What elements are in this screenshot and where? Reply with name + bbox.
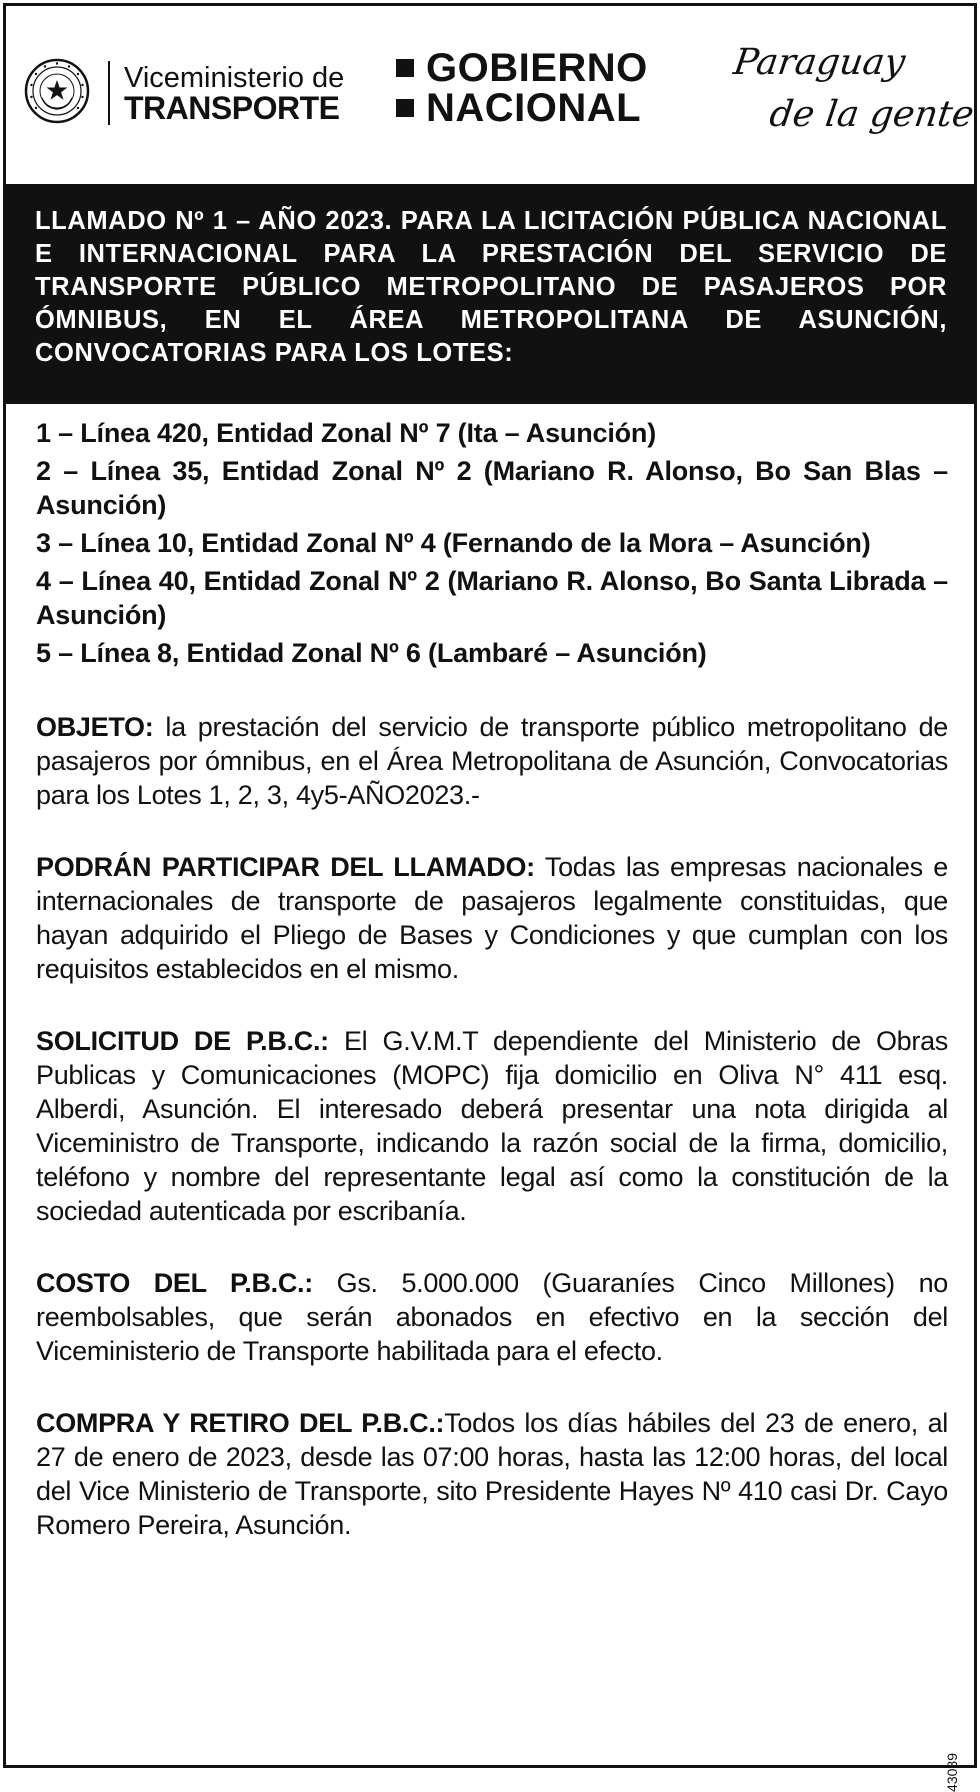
header-divider: [108, 61, 110, 125]
solicitud-text: El G.V.M.T dependiente del Ministerio de Obras Publicas y Comunicaciones (MOPC) fija domicilio en Oliva N° 411 esq. Alberdi, Asunción. El interesado deberá presentar una nota dirigida al Viceministro de Transporte, indicando la razón social de la firma, domicilio, teléfono y nombre del representante legal así como la constitución de la sociedad autenticada por escribanía.: [36, 1026, 948, 1226]
nacional-label: NACIONAL: [426, 86, 642, 130]
title-band: [6, 184, 974, 404]
costo-label: COSTO DEL P.B.C.:: [36, 1268, 313, 1298]
gobierno-row: [396, 48, 648, 88]
gobierno-label: GOBIERNO: [426, 46, 648, 90]
square-bullet-icon: [396, 99, 414, 117]
nacional-row: [396, 88, 641, 128]
lot-item: 3 – Línea 10, Entidad Zonal Nº 4 (Fernando de la Mora – Asunción): [36, 528, 871, 558]
participantes-text: Todas las empresas nacionales e internacionales de transporte de pasajeros legalmente constituidas, que hayan adquirido el Pliego de Bases y Condiciones y que cumplan con los requisitos establecidos en el mismo.: [36, 852, 948, 984]
lot-item: 1 – Línea 420, Entidad Zonal Nº 7 (Ita – Asunción): [36, 418, 656, 448]
square-bullet-icon: [396, 59, 414, 77]
notice-title: LLAMADO Nº 1 – AÑO 2023. PARA LA LICITACIÓN PÚBLICA NACIONAL E INTERNACIONAL PARA LA PRESTACIÓN DEL SERVICIO DE TRANSPORTE PÚBLICO METROPOLITANO DE PASAJEROS POR ÓMNIBUS, EN EL ÁREA METROPOLITANA DE ASUNCIÓN, CONVOCATORIAS PARA LOS LOTES:: [35, 207, 947, 367]
costo-section: [36, 1266, 948, 1368]
lot-item: 4 – Línea 40, Entidad Zonal Nº 2 (Mariano R. Alonso, Bo Santa Librada – Asunción): [36, 566, 948, 630]
objeto-text: la prestación del servicio de transporte público metropolitano de pasajeros por ómnibus, en el Área Metropolitana de Asunción, Convocatorias para los Lotes 1, 2, 3, 4y5-AÑO2023.-: [36, 712, 948, 810]
notice-body: [36, 416, 948, 1569]
compra-text: Todos los días hábiles del 23 de enero, al 27 de enero de 2023, desde las 07:00 horas, hasta las 12:00 horas, del local del Vice Ministerio de Transporte, sito Presidente Hayes Nº 410 casi Dr. Cayo Romero Pereira, Asunción.: [36, 1408, 948, 1540]
costo-text: Gs. 5.000.000 (Guaraníes Cinco Millones) no reembolsables, que serán abonados en efectivo en la sección del Viceministerio de Transporte habilitada para el efecto.: [36, 1268, 948, 1366]
viceministerio-label: Viceministerio de: [124, 62, 345, 94]
participantes-section: [36, 850, 948, 986]
solicitud-section: [36, 1024, 948, 1228]
objeto-section: [36, 710, 948, 812]
slogan-paraguay: Paraguay: [731, 42, 908, 83]
lots-list: [36, 416, 948, 670]
reference-code: 43089: [944, 1753, 960, 1792]
national-seal-icon: [24, 58, 90, 124]
slogan-de-la-gente: de la gente: [767, 94, 977, 135]
participantes-label: PODRÁN PARTICIPAR DEL LLAMADO:: [36, 852, 535, 882]
transporte-label: TRANSPORTE: [124, 90, 340, 126]
compra-section: [36, 1406, 948, 1542]
lot-item: 5 – Línea 8, Entidad Zonal Nº 6 (Lambaré – Asunción): [36, 638, 707, 668]
solicitud-label: SOLICITUD DE P.B.C.:: [36, 1026, 329, 1056]
notice-frame: [3, 3, 977, 1792]
objeto-label: OBJETO:: [36, 712, 154, 742]
lot-item: 2 – Línea 35, Entidad Zonal Nº 2 (Mariano R. Alonso, Bo San Blas – Asunción): [36, 456, 948, 520]
compra-label: COMPRA Y RETIRO DEL P.B.C.:: [36, 1408, 445, 1438]
header: [6, 6, 977, 184]
